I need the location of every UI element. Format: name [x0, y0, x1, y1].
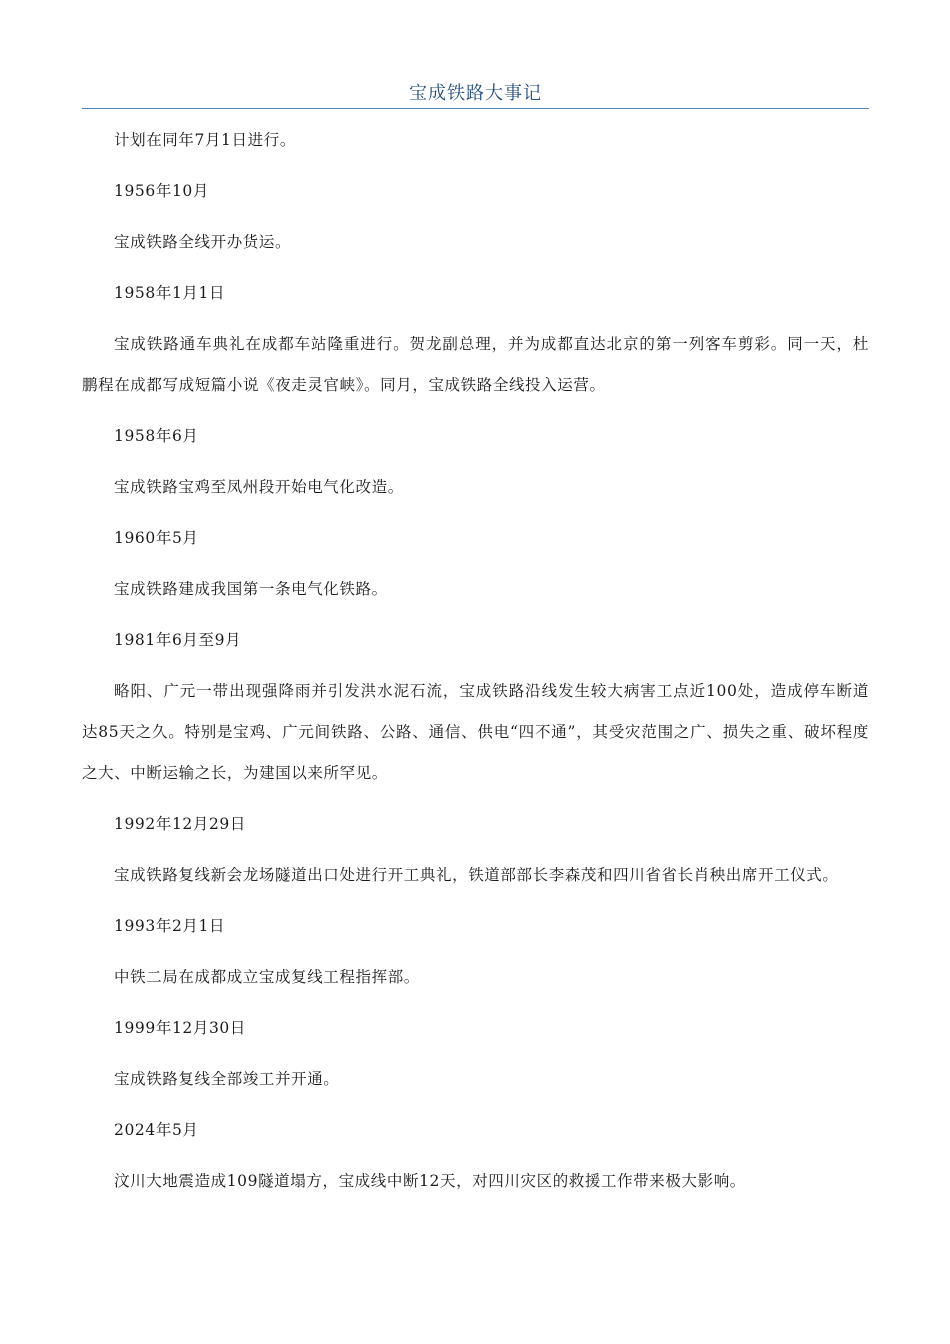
- paragraph: 汶川大地震造成109隧道塌方，宝成线中断12天，对四川灾区的救援工作带来极大影响。: [114, 1172, 746, 1190]
- paragraph: 宝成铁路通车典礼在成都车站隆重进行。贺龙副总理，并为成都直达北京的第一列客车剪彩。同一天，杜鹏程在成都写成短篇小说《夜走灵官峡》。同月，宝成铁路全线投入运营。: [82, 335, 869, 394]
- paragraph: 宝成铁路宝鸡至凤州段开始电气化改造。: [114, 478, 404, 496]
- date-heading: 1960年5月: [114, 529, 199, 547]
- paragraph: 宝成铁路复线全部竣工并开通。: [114, 1070, 340, 1088]
- page-header: [82, 80, 869, 109]
- date-heading: 1993年2月1日: [114, 917, 226, 935]
- date-heading: 1958年1月1日: [114, 284, 226, 302]
- paragraph: 略阳、广元一带出现强降雨并引发洪水泥石流，宝成铁路沿线发生较大病害工点近100处，造成停车断道达85天之久。特别是宝鸡、广元间铁路、公路、通信、供电“四不通”，其受灾范围之广、损失之重、破坏程度之大、中断运输之长，为建国以来所罕见。: [82, 682, 869, 782]
- paragraph: 宝成铁路建成我国第一条电气化铁路。: [114, 580, 388, 598]
- paragraph: 计划在同年7月1日进行。: [114, 131, 296, 149]
- date-heading: 1958年6月: [114, 427, 199, 445]
- date-heading: 1992年12月29日: [114, 815, 246, 833]
- date-heading: 1981年6月至9月: [114, 631, 242, 649]
- document-body: [82, 120, 869, 1212]
- date-heading: 1999年12月30日: [114, 1019, 246, 1037]
- date-heading: 2024年5月: [114, 1121, 199, 1139]
- paragraph: 宝成铁路全线开办货运。: [114, 233, 292, 251]
- paragraph: 中铁二局在成都成立宝成复线工程指挥部。: [114, 968, 420, 986]
- date-heading: 1956年10月: [114, 182, 209, 200]
- page-title: 宝成铁路大事记: [409, 83, 542, 104]
- paragraph: 宝成铁路复线新会龙场隧道出口处进行开工典礼，铁道部部长李森茂和四川省省长肖秧出席开工仪式。: [114, 866, 839, 884]
